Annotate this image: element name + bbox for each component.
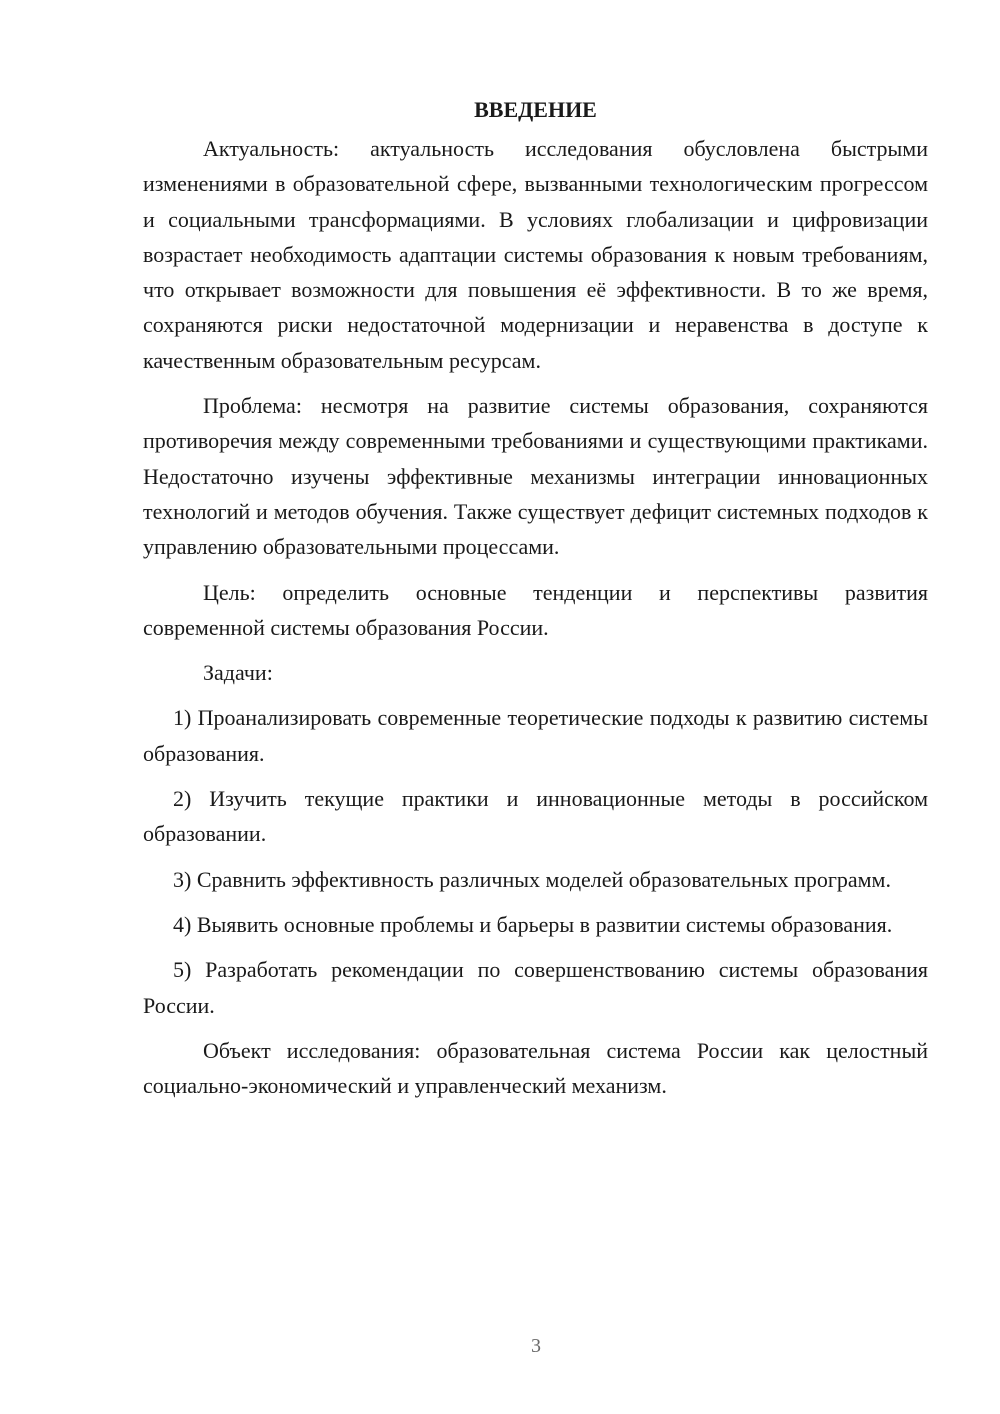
task-item-3: 3) Сравнить эффективность различных моделей образовательных программ. [173, 866, 891, 892]
task-item-4: 4) Выявить основные проблемы и барьеры в развитии системы образования. [173, 911, 893, 937]
task-item-1: 1) Проанализировать современные теоретические подходы к развитию системы образования. [143, 705, 928, 766]
section-heading: ВВЕДЕНИЕ [474, 97, 597, 122]
task-item-2: 2) Изучить текущие практики и инновационные методы в российском образовании. [143, 786, 928, 847]
problem-paragraph: Проблема: несмотря на развитие системы образования, сохраняются противоречия между современными требованиями и существующими практиками. Недостаточно изучены эффективные механизмы интеграции инновационных технологий и методов обучения. Также существует дефицит системных подходов к управлению образовательными процессами. [143, 393, 928, 560]
goal-paragraph: Цель: определить основные тенденции и перспективы развития современной системы образования России. [143, 579, 928, 640]
object-paragraph: Объект исследования: образовательная система России как целостный социально-экономический и управленческий механизм. [143, 1037, 928, 1099]
task-item-5: 5) Разработать рекомендации по совершенствованию системы образования России. [143, 957, 928, 1018]
tasks-label: Задачи: [203, 660, 273, 686]
page-content [143, 92, 928, 1113]
page-number: 3 [531, 1335, 541, 1357]
relevance-paragraph: Актуальность: актуальность исследования обусловлена быстрыми изменениями в образовательной сфере, вызванными технологическим прогрессом и социальными трансформациями. В условиях глобализации и цифровизации возрастает необходимость адаптации системы образования к новым требованиям, что открывает возможности для повышения её эффективности. В то же время, сохраняются риски недостаточной модернизации и неравенства в доступе к качественным образовательным ресурсам. [143, 136, 928, 373]
